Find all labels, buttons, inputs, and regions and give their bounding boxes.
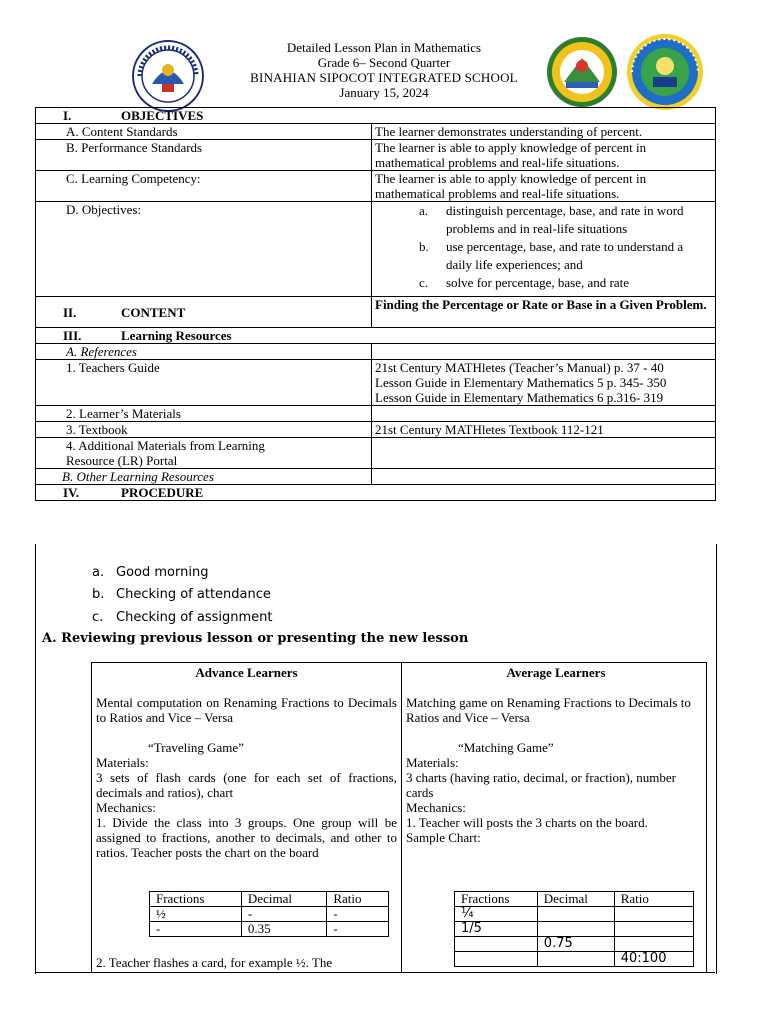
learning-competency-row	[36, 171, 716, 202]
greeting-item: b. Checking of attendance	[92, 587, 271, 602]
resources-heading: Learning Resources	[121, 328, 232, 343]
advance-learners-column	[92, 663, 402, 973]
lesson-date: January 15, 2024	[339, 85, 429, 100]
table-header-cell: Decimal	[537, 892, 614, 907]
table-cell: 0.75	[537, 937, 614, 952]
table-row	[150, 922, 389, 937]
average-step-1: 1. Teacher will posts the 3 charts on the board.	[406, 815, 648, 830]
teachers-guide-row	[36, 360, 716, 406]
section-number: I.	[63, 108, 72, 123]
page-bottom-border	[35, 972, 715, 973]
other-resources-row	[36, 469, 716, 485]
table-row	[455, 922, 694, 937]
objectives-row	[36, 202, 716, 297]
table-header-cell: Ratio	[327, 892, 389, 907]
advance-intro: Mental computation on Renaming Fractions to Decimals to Ratios and Vice – Versa	[96, 695, 397, 725]
objectives-list-cell	[372, 202, 716, 297]
content-heading: CONTENT	[121, 304, 186, 320]
references-label: A. References	[36, 344, 372, 360]
document-title: Detailed Lesson Plan in Mathematics	[286, 40, 482, 55]
performance-standards-label: B. Performance Standards	[36, 140, 372, 171]
average-mechanics-label: Mechanics:	[406, 800, 466, 815]
table-cell: 0.35	[241, 922, 326, 937]
school-seal-logo	[626, 33, 704, 111]
textbook-label: 3. Textbook	[36, 422, 372, 438]
average-learners-column	[402, 663, 710, 966]
objectives-label: D. Objectives:	[36, 202, 372, 297]
content-standards-value: The learner demonstrates understanding of percent.	[372, 124, 716, 140]
table-row	[150, 907, 389, 922]
section-number: III.	[63, 328, 82, 343]
greeting-item: a. Good morning	[92, 565, 209, 580]
table-cell: 40:100	[614, 952, 693, 967]
table-cell: ¼	[455, 907, 538, 922]
table-header-cell: Fractions	[455, 892, 538, 907]
table-header-row	[455, 892, 694, 907]
table-cell	[614, 907, 693, 922]
content-row	[36, 297, 716, 328]
table-cell: -	[150, 922, 242, 937]
advance-learners-heading: Advance Learners	[195, 665, 298, 680]
list-item: a. distinguish percentage, base, and rate in word problems and in real-life situations	[419, 203, 684, 236]
table-cell: ½	[150, 907, 242, 922]
table-cell	[455, 937, 538, 952]
objectives-list	[375, 202, 712, 292]
learning-competency-value: The learner is able to apply knowledge of percent in mathematical problems and real-life situations.	[372, 171, 716, 202]
performance-standards-row	[36, 140, 716, 171]
average-game-title: “Matching Game”	[458, 740, 554, 755]
grade-quarter: Grade 6– Second Quarter	[317, 55, 451, 70]
deped-seal-logo	[132, 40, 204, 112]
references-row	[36, 344, 716, 360]
review-heading: A. Reviewing previous lesson or presenting the new lesson	[42, 631, 469, 646]
advance-sample-table	[149, 891, 389, 937]
table-cell: -	[327, 907, 389, 922]
procedure-heading-row	[36, 485, 716, 501]
advance-step-1: 1. Divide the class into 3 groups. One group will be assigned to fractions, another to decimals, and other to ratios. Teacher posts the chart on the board	[96, 815, 397, 860]
table-cell: 1/5	[455, 922, 538, 937]
content-standards-label: A. Content Standards	[36, 124, 372, 140]
textbook-row	[36, 422, 716, 438]
learners-materials-row	[36, 406, 716, 422]
learning-competency-label: C. Learning Competency:	[36, 171, 372, 202]
greeting-item: c. Checking of assignment	[92, 610, 273, 625]
learner-groups-table	[91, 662, 707, 973]
objectives-heading: OBJECTIVES	[121, 108, 204, 123]
advance-mechanics-label: Mechanics:	[96, 800, 156, 815]
average-intro: Matching game on Renaming Fractions to Decimals to Ratios and Vice – Versa	[406, 695, 691, 725]
table-cell	[614, 937, 693, 952]
table-header-cell: Fractions	[150, 892, 242, 907]
average-materials-label: Materials:	[406, 755, 459, 770]
other-resources-label: B. Other Learning Resources	[36, 469, 372, 485]
table-row	[455, 907, 694, 922]
table-cell	[537, 907, 614, 922]
resources-heading-row	[36, 328, 716, 344]
list-item: c. solve for percentage, base, and rate	[419, 275, 629, 290]
advance-step-2: 2. Teacher flashes a card, for example ½. The	[96, 955, 333, 970]
advance-game-title: “Traveling Game”	[148, 740, 244, 755]
teachers-guide-label: 1. Teachers Guide	[36, 360, 372, 406]
table-header-row	[150, 892, 389, 907]
advance-materials: 3 sets of flash cards (one for each set of fractions, decimals and ratios), chart	[96, 770, 397, 800]
section-number: II.	[63, 304, 77, 320]
teachers-guide-value: 21st Century MATHletes (Teacher’s Manual) p. 37 - 40 Lesson Guide in Elementary Mathematics 5 p. 345- 350 Lesson Guide in Elementary Mathematics 6 p.316- 319	[372, 360, 716, 406]
textbook-value: 21st Century MATHletes Textbook 112-121	[372, 422, 716, 438]
average-sample-chart	[454, 891, 694, 967]
table-header-cell: Decimal	[241, 892, 326, 907]
table-cell	[614, 922, 693, 937]
table-cell: -	[327, 922, 389, 937]
division-seal-logo	[546, 36, 618, 108]
procedure-heading: PROCEDURE	[121, 485, 204, 500]
performance-standards-value: The learner is able to apply knowledge of percent in mathematical problems and real-life situations.	[372, 140, 716, 171]
additional-materials-row	[36, 438, 716, 469]
table-header-cell: Ratio	[614, 892, 693, 907]
average-learners-heading: Average Learners	[506, 665, 606, 680]
table-cell	[455, 952, 538, 967]
content-standards-row	[36, 124, 716, 140]
average-materials: 3 charts (having ratio, decimal, or fraction), number cards	[406, 770, 677, 800]
table-cell	[537, 922, 614, 937]
additional-materials-label: 4. Additional Materials from Learning Resource (LR) Portal	[36, 438, 372, 469]
average-sample-label: Sample Chart:	[406, 830, 481, 845]
table-row	[455, 952, 694, 967]
table-row	[455, 937, 694, 952]
table-cell	[537, 952, 614, 967]
learners-materials-label: 2. Learner’s Materials	[36, 406, 372, 422]
advance-materials-label: Materials:	[96, 755, 149, 770]
objectives-heading-row	[36, 108, 716, 124]
section-number: IV.	[63, 485, 80, 500]
lesson-plan-table	[35, 107, 716, 501]
school-name: BINAHIAN SIPOCOT INTEGRATED SCHOOL	[250, 70, 518, 85]
list-item: b. use percentage, base, and rate to understand a daily life experiences; and	[419, 239, 684, 272]
content-value: Finding the Percentage or Rate or Base in a Given Problem.	[372, 297, 716, 328]
table-cell: -	[241, 907, 326, 922]
